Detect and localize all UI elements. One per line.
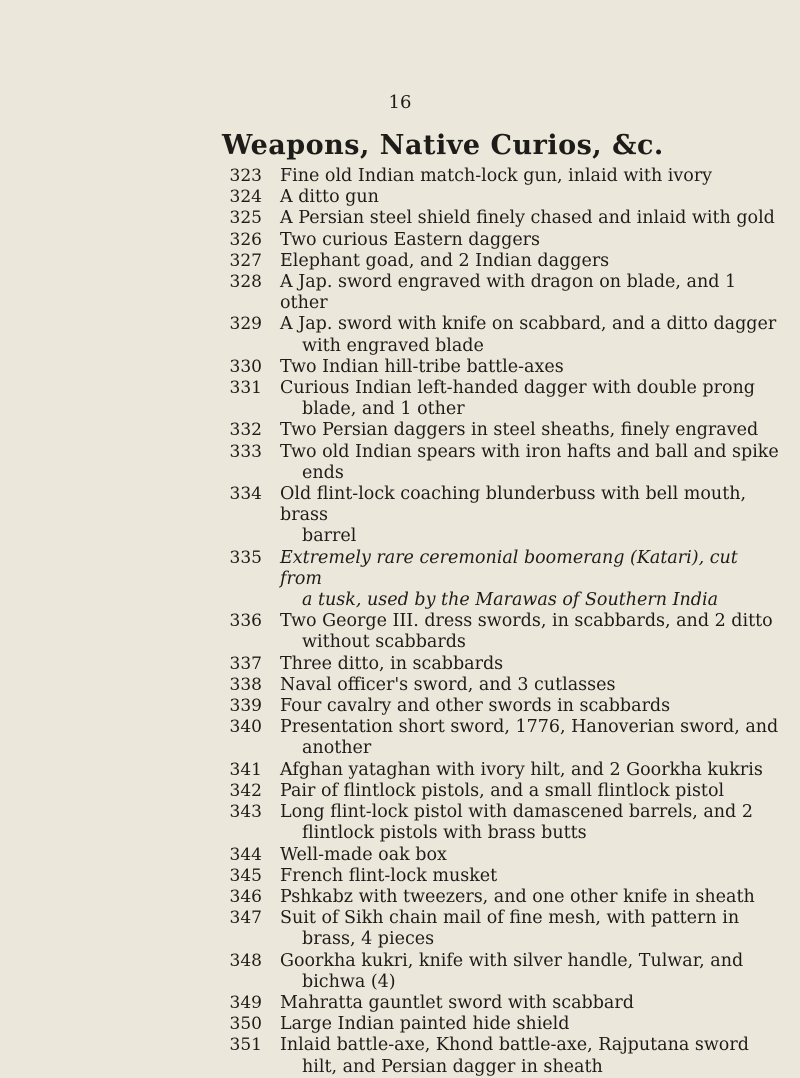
lot-description-line: Extremely rare ceremonial boomerang (Katari), cut from [280, 547, 738, 589]
lot-description [280, 866, 785, 887]
lot-description-line: Well-made oak box [280, 844, 447, 865]
lot-number: 333 [229, 441, 262, 462]
lot-description-line: Two Indian hill-tribe battle-axes [280, 356, 564, 377]
lot-description-line: Mahratta gauntlet sword with scabbard [280, 992, 634, 1013]
lot-entry [0, 887, 800, 908]
lot-description-continuation: brass, 4 pieces [302, 929, 435, 950]
lot-description-line: A ditto gun [280, 187, 379, 208]
lot-number: 344 [229, 844, 262, 865]
lot-entry [0, 717, 800, 759]
lot-description-line: Afghan yataghan with ivory hilt, and 2 Goorkha kukris [280, 759, 763, 780]
lot-number: 330 [229, 356, 262, 377]
lot-description [280, 887, 785, 908]
lot-description [280, 760, 785, 781]
lot-description [280, 187, 785, 208]
lot-entry [0, 548, 800, 612]
lot-description [280, 166, 785, 187]
lot-number: 323 [229, 166, 262, 186]
lot-description [280, 908, 785, 950]
lot-description-line: Fine old Indian match-lock gun, inlaid with ivory [280, 166, 713, 186]
lot-number: 351 [229, 1035, 262, 1056]
section-heading: Weapons, Native Curios, &c. [222, 130, 664, 161]
lot-description-line: Curious Indian left-handed dagger with double prong [280, 378, 755, 399]
lot-description-line: French flint-lock musket [280, 865, 498, 886]
lot-description [280, 251, 785, 272]
lot-number: 328 [229, 272, 262, 293]
lot-entry [0, 166, 800, 187]
lot-description-line: Two old Indian spears with iron hafts and ball and spike [280, 441, 779, 462]
lot-description [280, 675, 785, 696]
lot-description [280, 378, 785, 420]
lot-entry [0, 357, 800, 378]
lot-description-line: A Persian steel shield finely chased and inlaid with gold [280, 208, 775, 229]
lot-description [280, 993, 785, 1014]
lot-description [280, 1014, 785, 1035]
lot-description-continuation: flintlock pistols with brass butts [302, 823, 587, 844]
lot-entry [0, 908, 800, 950]
lot-number: 337 [229, 653, 262, 674]
lot-entry [0, 251, 800, 272]
lot-description-line: Old flint-lock coaching blunderbuss with bell mouth, brass [280, 484, 747, 526]
lot-entry [0, 675, 800, 696]
lot-description-continuation: without scabbards [302, 632, 466, 653]
lot-description-line: Four cavalry and other swords in scabbards [280, 696, 671, 717]
lot-description-line: Naval officer's sword, and 3 cutlasses [280, 674, 616, 695]
lot-entry [0, 802, 800, 844]
lot-entry [0, 230, 800, 251]
lot-description-continuation: blade, and 1 other [302, 399, 465, 420]
lot-description [280, 420, 785, 441]
lot-description-line: Large Indian painted hide shield [280, 1014, 570, 1035]
page-number: 16 [388, 92, 412, 113]
lot-description [280, 717, 785, 759]
lot-description [280, 1035, 785, 1077]
lot-number: 327 [229, 250, 262, 271]
lot-number: 331 [229, 378, 262, 399]
lot-description-line: A Jap. sword engraved with dragon on blade, and 1 other [280, 272, 737, 314]
lot-entry [0, 951, 800, 993]
lot-list [0, 166, 800, 1078]
lot-description-continuation: another [302, 738, 372, 759]
lot-description [280, 484, 785, 548]
lot-entry [0, 696, 800, 717]
lot-description [280, 314, 785, 356]
lot-description [280, 272, 785, 314]
lot-number: 346 [229, 886, 262, 907]
lot-description-continuation: barrel [302, 526, 357, 547]
lot-description-line: Suit of Sikh chain mail of fine mesh, with pattern in [280, 908, 740, 929]
lot-description-line: Pair of flintlock pistols, and a small flintlock pistol [280, 780, 725, 801]
lot-description [280, 845, 785, 866]
lot-description-line: Goorkha kukri, knife with silver handle, Tulwar, and [280, 950, 744, 971]
lot-number: 350 [229, 1014, 262, 1035]
lot-entry [0, 611, 800, 653]
lot-number: 349 [229, 992, 262, 1013]
lot-description [280, 654, 785, 675]
lot-description-line: Presentation short sword, 1776, Hanoverian sword, and [280, 717, 779, 738]
lot-description-line: Two Persian daggers in steel sheaths, finely engraved [280, 420, 759, 441]
lot-number: 334 [229, 484, 262, 505]
lot-description-continuation: a tusk, used by the Marawas of Southern India [302, 590, 719, 611]
lot-entry [0, 781, 800, 802]
lot-number: 335 [229, 547, 262, 568]
lot-entry [0, 314, 800, 356]
lot-description [280, 802, 785, 844]
lot-description [280, 781, 785, 802]
lot-entry [0, 187, 800, 208]
lot-number: 347 [229, 908, 262, 929]
lot-entry [0, 272, 800, 314]
lot-description [280, 208, 785, 229]
lot-number: 348 [229, 950, 262, 971]
lot-description-line: Elephant goad, and 2 Indian daggers [280, 250, 610, 271]
lot-entry [0, 442, 800, 484]
lot-description [280, 442, 785, 484]
lot-number: 338 [229, 674, 262, 695]
lot-entry [0, 993, 800, 1014]
lot-description-line: Long flint-lock pistol with damascened barrels, and 2 [280, 802, 753, 823]
lot-entry [0, 208, 800, 229]
lot-number: 329 [229, 314, 262, 335]
lot-description-line: A Jap. sword with knife on scabbard, and a ditto dagger [280, 314, 777, 335]
lot-number: 345 [229, 865, 262, 886]
lot-description [280, 230, 785, 251]
lot-number: 340 [229, 717, 262, 738]
lot-description-line: Two George III. dress swords, in scabbards, and 2 ditto [280, 611, 773, 632]
lot-entry [0, 484, 800, 548]
lot-entry [0, 866, 800, 887]
lot-description-line: Three ditto, in scabbards [280, 653, 504, 674]
lot-entry [0, 654, 800, 675]
lot-description [280, 357, 785, 378]
lot-number: 339 [229, 696, 262, 717]
lot-description-line: Two curious Eastern daggers [280, 229, 541, 250]
lot-number: 336 [229, 611, 262, 632]
lot-number: 341 [229, 759, 262, 780]
lot-entry [0, 1035, 800, 1077]
lot-number: 332 [229, 420, 262, 441]
lot-number: 343 [229, 802, 262, 823]
lot-entry [0, 845, 800, 866]
lot-description-continuation: bichwa (4) [302, 971, 396, 992]
lot-description-line: Pshkabz with tweezers, and one other knife in sheath [280, 886, 755, 907]
lot-entry [0, 378, 800, 420]
lot-number: 325 [229, 208, 262, 229]
lot-number: 324 [229, 187, 262, 208]
lot-number: 326 [229, 229, 262, 250]
lot-description-continuation: ends [302, 462, 344, 483]
lot-entry [0, 420, 800, 441]
lot-description [280, 951, 785, 993]
lot-entry [0, 760, 800, 781]
lot-number: 342 [229, 780, 262, 801]
lot-description-continuation: hilt, and Persian dagger in sheath [302, 1056, 603, 1077]
lot-description [280, 696, 785, 717]
lot-description-line: Inlaid battle-axe, Khond battle-axe, Rajputana sword [280, 1035, 749, 1056]
lot-description-continuation: with engraved blade [302, 335, 484, 356]
lot-description [280, 611, 785, 653]
lot-description [280, 548, 785, 612]
lot-entry [0, 1014, 800, 1035]
